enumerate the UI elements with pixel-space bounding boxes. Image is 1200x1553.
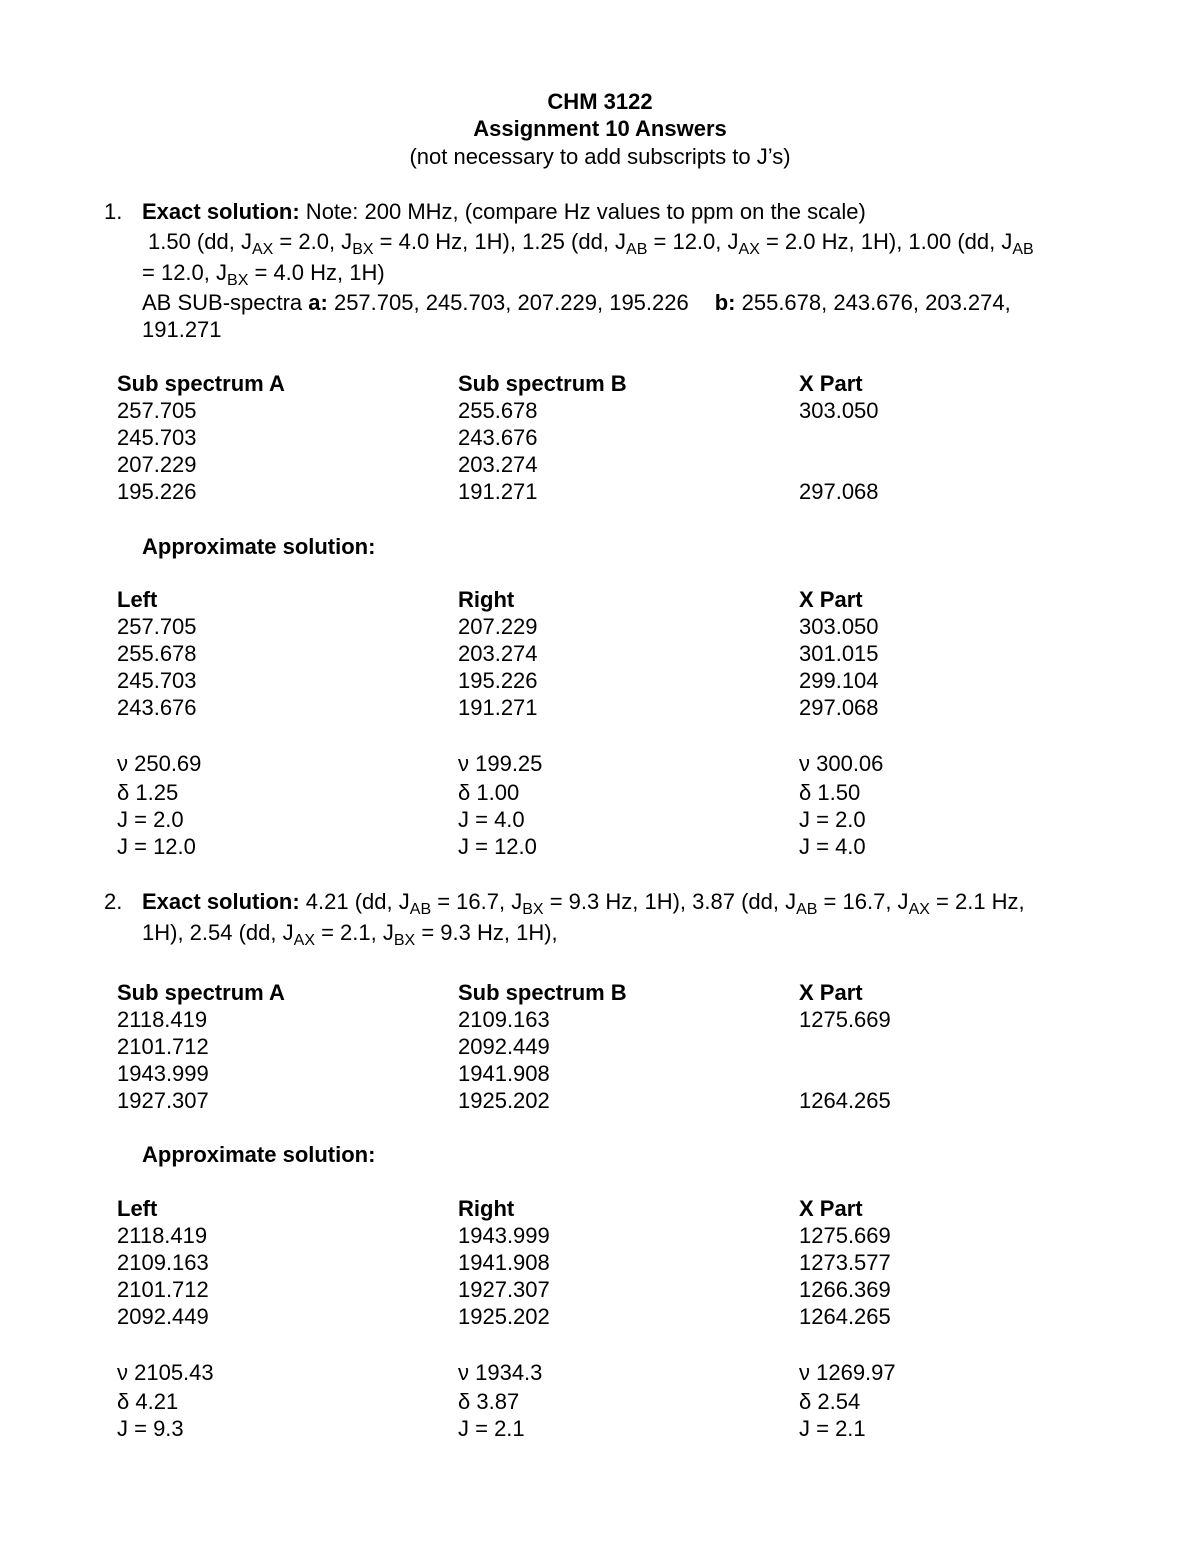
table-cell: 203.274 (458, 641, 538, 666)
table-cell: 1273.577 (799, 1250, 891, 1275)
table-cell: 207.229 (117, 452, 197, 477)
summary-cell: J = 2.1 (458, 1416, 525, 1441)
summary-cell: J = 2.1 (799, 1416, 866, 1441)
table-cell: 303.050 (799, 614, 879, 639)
table-cell: 191.271 (458, 695, 538, 720)
table-cell: 1941.908 (458, 1061, 550, 1086)
table-cell: 255.678 (458, 398, 538, 423)
summary-cell: J = 2.0 (117, 807, 184, 832)
table-cell: 1943.999 (458, 1223, 550, 1248)
summary-cell: J = 12.0 (458, 834, 537, 859)
table-cell: 1264.265 (799, 1304, 891, 1329)
table-cell: 2118.419 (117, 1223, 208, 1248)
q1-exact-intro: Note: 200 MHz, (compare Hz values to ppm on the scale) (299, 199, 866, 224)
table-cell: 1925.202 (458, 1088, 550, 1113)
table-cell: 1941.908 (458, 1250, 550, 1275)
q1-answer-line-2: = 12.0, $J_{BX} = 4.0$ Hz, 1H) (142, 260, 385, 289)
table-cell: 191.271 (458, 479, 538, 504)
table-cell: 1927.307 (458, 1277, 550, 1302)
summary-cell: J = 9.3 (117, 1416, 184, 1441)
q1-answer-line-1: 1.50 (dd, $J_{AX} = 2.0$, $J_{BX} = 4.0$ Hz, 1H), 1.25 (dd, $J_{AB} = 12.0$, $J_{AX} = 2.0$ Hz, 1H), 1.00 (dd, $J_{AB}$ (148, 229, 1034, 258)
course-code: CHM 3122 (547, 89, 653, 114)
table-cell: 203.274 (458, 452, 538, 477)
table-cell: 1264.265 (799, 1088, 891, 1113)
summary-cell: ν 199.25 (458, 751, 543, 776)
table-cell: 1275.669 (799, 1007, 891, 1032)
summary-cell: ν 250.69 (117, 751, 202, 776)
header-note: (not necessary to add subscripts to J’s) (409, 144, 791, 169)
q1-ab-subspectra-line: AB SUB-spectra a: 257.705, 245.703, 207.229, 195.226 b: 255.678, 243.676, 203.274, (142, 290, 1011, 315)
table-header: X Part (799, 980, 863, 1005)
q2-answer-line-2: 1H), 2.54 (dd, $J_{AX} = 2.1$, $J_{BX} = 9.3$ Hz, 1H), (142, 920, 558, 949)
table-cell: 195.226 (117, 479, 197, 504)
table-cell: 2092.449 (458, 1034, 550, 1059)
summary-cell: ν 1269.97 (799, 1360, 896, 1385)
summary-cell: δ 1.00 (458, 780, 520, 805)
table-header: X Part (799, 587, 863, 612)
table-header: Left (117, 1196, 158, 1221)
summary-cell: δ 4.21 (117, 1389, 179, 1414)
table-header: Sub spectrum B (458, 980, 627, 1005)
table-header: X Part (799, 1196, 863, 1221)
table-header: Sub spectrum A (117, 980, 285, 1005)
table-cell: 195.226 (458, 668, 538, 693)
table-header: Sub spectrum B (458, 371, 627, 396)
table-cell: 301.015 (799, 641, 879, 666)
summary-cell: J = 2.0 (799, 807, 866, 832)
table-cell: 257.705 (117, 614, 197, 639)
table-cell: 1275.669 (799, 1223, 891, 1248)
summary-cell: δ 2.54 (799, 1389, 861, 1414)
q2-number: 2. (104, 889, 123, 914)
q1-number: 1. (104, 199, 123, 224)
table-cell: 297.068 (799, 479, 879, 504)
table-header: X Part (799, 371, 863, 396)
table-header: Left (117, 587, 158, 612)
summary-cell: ν 300.06 (799, 751, 884, 776)
q2-answer-line-1: Exact solution: 4.21 (dd, $J_{AB} = 16.7$, $J_{BX} = 9.3$ Hz, 1H), 3.87 (dd, $J_{AB} = 16.7$, $J_{AX} = 2.1$ Hz, (142, 889, 1025, 918)
table-cell: 243.676 (458, 425, 538, 450)
table-header: Right (458, 1196, 515, 1221)
table-cell: 297.068 (799, 695, 879, 720)
q1-ab-subspectra-cont: 191.271 (142, 317, 222, 342)
table-cell: 299.104 (799, 668, 879, 693)
table-cell: 1927.307 (117, 1088, 209, 1113)
page-title: Assignment 10 Answers (473, 116, 727, 141)
table-cell: 1925.202 (458, 1304, 550, 1329)
table-cell: 1266.369 (799, 1277, 891, 1302)
table-header: Right (458, 587, 515, 612)
table-cell: 2101.712 (117, 1277, 209, 1302)
table-cell: 1943.999 (117, 1061, 209, 1086)
summary-cell: δ 3.87 (458, 1389, 520, 1414)
summary-cell: J = 4.0 (458, 807, 525, 832)
summary-cell: δ 1.25 (117, 780, 179, 805)
table-cell: 245.703 (117, 425, 197, 450)
q1-exact-label: Exact solution: (142, 199, 300, 224)
summary-cell: J = 4.0 (799, 834, 866, 859)
table-cell: 257.705 (117, 398, 197, 423)
table-cell: 2092.449 (117, 1304, 209, 1329)
table-cell: 2118.419 (117, 1007, 208, 1032)
table-cell: 243.676 (117, 695, 197, 720)
table-cell: 2101.712 (117, 1034, 209, 1059)
q1-approx-label: Approximate solution: (142, 534, 376, 559)
q1-exact-line (142, 198, 866, 225)
table-cell: 207.229 (458, 614, 538, 639)
q2-approx-label: Approximate solution: (142, 1142, 376, 1167)
table-cell: 303.050 (799, 398, 879, 423)
summary-cell: δ 1.50 (799, 780, 861, 805)
table-cell: 245.703 (117, 668, 197, 693)
summary-cell: ν 2105.43 (117, 1360, 214, 1385)
table-header: Sub spectrum A (117, 371, 285, 396)
table-cell: 255.678 (117, 641, 197, 666)
table-cell: 2109.163 (458, 1007, 550, 1032)
summary-cell: ν 1934.3 (458, 1360, 543, 1385)
table-cell: 2109.163 (117, 1250, 209, 1275)
summary-cell: J = 12.0 (117, 834, 196, 859)
